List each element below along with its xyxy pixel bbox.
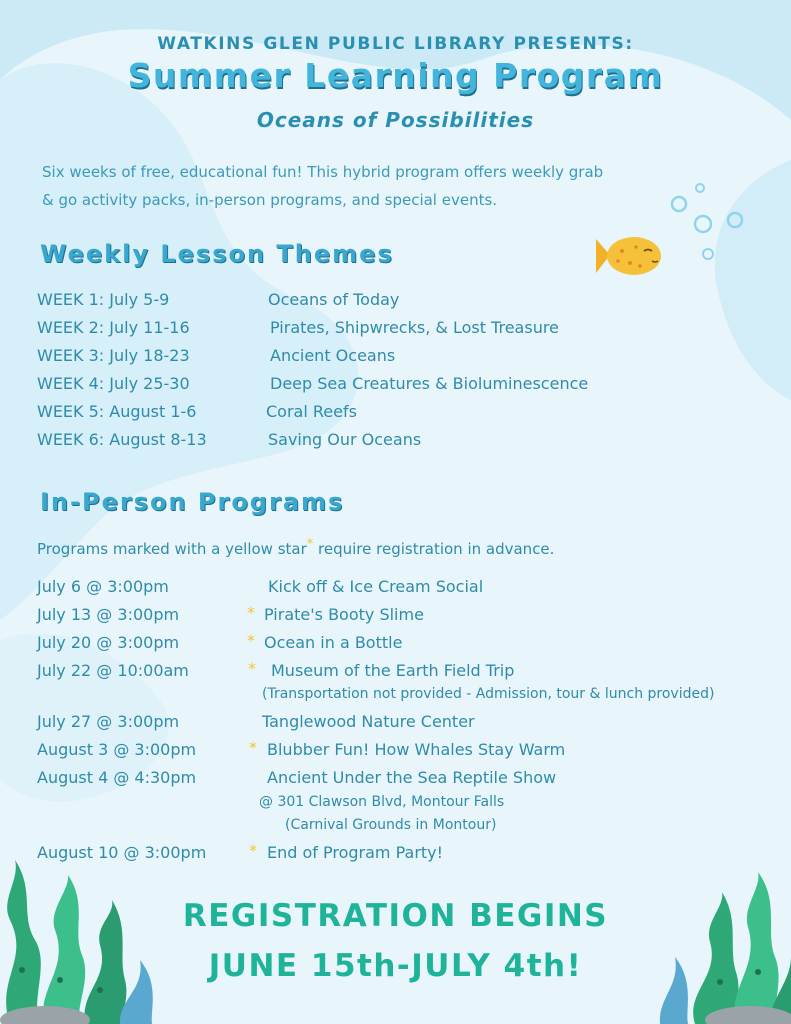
program-detail: (Carnival Grounds in Montour) — [285, 817, 497, 833]
intro-paragraph — [42, 158, 722, 214]
program-date: August 3 @ 3:00pm — [37, 740, 197, 759]
week-label: WEEK 4: July 25-30 — [37, 374, 190, 393]
star-icon: * — [249, 841, 257, 860]
program-detail: @ 301 Clawson Blvd, Montour Falls — [259, 794, 505, 810]
seaweed-icon — [640, 862, 791, 1024]
week-label: WEEK 1: July 5-9 — [37, 290, 170, 309]
star-icon: * — [248, 659, 256, 678]
program-date: July 22 @ 10:00am — [37, 661, 189, 680]
page-subtitle: Oceans of Possibilities — [256, 108, 535, 132]
program-date: August 10 @ 3:00pm — [37, 843, 207, 862]
fish-icon — [592, 233, 667, 278]
intro-line: Six weeks of free, educational fun! This hybrid program offers weekly grab — [42, 163, 604, 181]
program-title: Ocean in a Bottle — [264, 633, 403, 652]
week-theme: Deep Sea Creatures & Bioluminescence — [270, 374, 589, 393]
intro-line: & go activity packs, in-person programs, and special events. — [42, 191, 498, 209]
page-title: Summer Learning Program — [127, 56, 664, 95]
program-date: August 4 @ 4:30pm — [37, 768, 197, 787]
program-detail: (Transportation not provided - Admission, tour & lunch provided) — [262, 686, 715, 702]
program-title: Pirate's Booty Slime — [264, 605, 424, 624]
note-text: Programs marked with a yellow star — [37, 540, 307, 558]
registration-note — [37, 537, 555, 558]
program-title: Blubber Fun! How Whales Stay Warm — [267, 740, 566, 759]
week-theme: Saving Our Oceans — [268, 430, 422, 449]
program-date: July 13 @ 3:00pm — [37, 605, 180, 624]
week-label: WEEK 3: July 18-23 — [37, 346, 190, 365]
program-date: July 27 @ 3:00pm — [37, 712, 180, 731]
program-date: July 6 @ 3:00pm — [37, 577, 169, 596]
registration-dates: JUNE 15th-JULY 4th! — [208, 948, 583, 984]
program-title: Tanglewood Nature Center — [262, 712, 475, 731]
in-person-heading: In-Person Programs — [40, 488, 345, 516]
program-title: End of Program Party! — [267, 843, 444, 862]
star-icon: * — [247, 631, 255, 650]
week-theme: Pirates, Shipwrecks, & Lost Treasure — [270, 318, 559, 337]
week-label: WEEK 6: August 8-13 — [37, 430, 207, 449]
seaweed-icon — [0, 860, 170, 1024]
program-title: Kick off & Ice Cream Social — [268, 577, 484, 596]
star-icon: * — [247, 603, 255, 622]
star-icon: * — [249, 738, 257, 757]
registration-banner: REGISTRATION BEGINS — [182, 898, 609, 934]
week-theme: Ancient Oceans — [270, 346, 396, 365]
star-icon: * — [306, 537, 314, 552]
week-theme: Oceans of Today — [268, 290, 400, 309]
week-label: WEEK 5: August 1-6 — [37, 402, 197, 421]
note-text: require registration in advance. — [313, 540, 555, 558]
program-date: July 20 @ 3:00pm — [37, 633, 180, 652]
weekly-heading: Weekly Lesson Themes — [40, 240, 394, 268]
program-title: Ancient Under the Sea Reptile Show — [267, 768, 557, 787]
presenter-line: WATKINS GLEN PUBLIC LIBRARY PRESENTS: — [157, 34, 634, 54]
week-theme: Coral Reefs — [266, 402, 357, 421]
week-label: WEEK 2: July 11-16 — [37, 318, 190, 337]
program-title: Museum of the Earth Field Trip — [271, 661, 515, 680]
